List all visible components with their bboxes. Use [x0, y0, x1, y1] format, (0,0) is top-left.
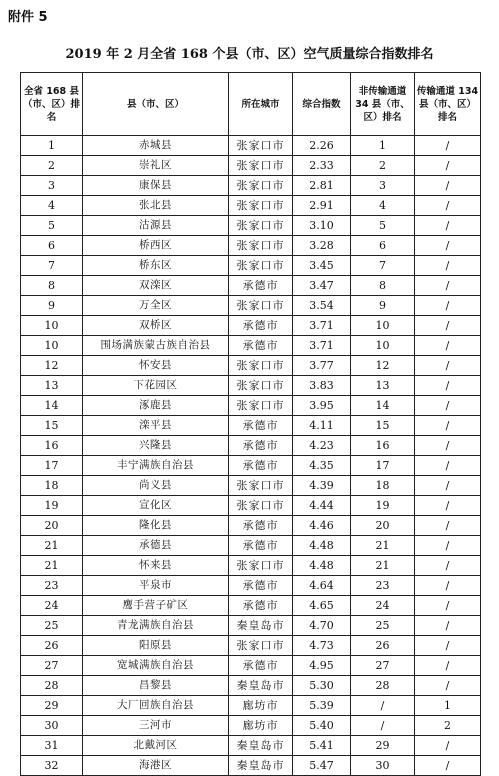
cell-rank: 23	[21, 576, 83, 596]
cell-rank: 4	[21, 196, 83, 216]
cell-non-transport-rank: /	[351, 716, 415, 736]
header-transport-rank: 传输通道 134 县（市、区）排名	[415, 73, 481, 136]
cell-city: 廊坊市	[229, 716, 293, 736]
cell-index: 2.81	[293, 176, 351, 196]
table-row	[21, 476, 481, 496]
cell-non-transport-rank: 12	[351, 356, 415, 376]
cell-city: 秦皇岛市	[229, 736, 293, 756]
table-header-row	[21, 73, 481, 136]
table-row	[21, 216, 481, 236]
cell-county: 沽源县	[83, 216, 229, 236]
cell-index: 4.70	[293, 616, 351, 636]
cell-transport-rank: /	[415, 476, 481, 496]
cell-non-transport-rank: 28	[351, 676, 415, 696]
cell-transport-rank: /	[415, 676, 481, 696]
cell-county: 丰宁满族自治县	[83, 456, 229, 476]
cell-rank: 19	[21, 496, 83, 516]
cell-city: 张家口市	[229, 156, 293, 176]
cell-transport-rank: /	[415, 236, 481, 256]
cell-non-transport-rank: /	[351, 696, 415, 716]
cell-city: 承德市	[229, 536, 293, 556]
cell-county: 尚义县	[83, 476, 229, 496]
cell-non-transport-rank: 26	[351, 636, 415, 656]
cell-non-transport-rank: 6	[351, 236, 415, 256]
table-row	[21, 516, 481, 536]
cell-county: 隆化县	[83, 516, 229, 536]
cell-county: 桥西区	[83, 236, 229, 256]
cell-county: 张北县	[83, 196, 229, 216]
document-title: 2019 年 2 月全省 168 个县（市、区）空气质量综合指数排名	[65, 47, 434, 62]
cell-county: 宣化区	[83, 496, 229, 516]
cell-transport-rank: /	[415, 656, 481, 676]
cell-county: 阳原县	[83, 636, 229, 656]
cell-non-transport-rank: 23	[351, 576, 415, 596]
cell-rank: 6	[21, 236, 83, 256]
cell-transport-rank: /	[415, 456, 481, 476]
cell-transport-rank: /	[415, 356, 481, 376]
table-row	[21, 676, 481, 696]
cell-rank: 21	[21, 536, 83, 556]
cell-city: 承德市	[229, 456, 293, 476]
cell-rank: 29	[21, 696, 83, 716]
cell-index: 5.40	[293, 716, 351, 736]
cell-city: 廊坊市	[229, 696, 293, 716]
cell-transport-rank: /	[415, 376, 481, 396]
table-row	[21, 436, 481, 456]
cell-county: 双桥区	[83, 316, 229, 336]
table-row	[21, 716, 481, 736]
cell-non-transport-rank: 20	[351, 516, 415, 536]
cell-city: 秦皇岛市	[229, 756, 293, 776]
cell-rank: 10	[21, 336, 83, 356]
cell-county: 北戴河区	[83, 736, 229, 756]
cell-transport-rank: /	[415, 176, 481, 196]
cell-index: 4.44	[293, 496, 351, 516]
cell-county: 围场满族蒙古族自治县	[83, 336, 229, 356]
table-row	[21, 196, 481, 216]
cell-index: 4.11	[293, 416, 351, 436]
cell-non-transport-rank: 14	[351, 396, 415, 416]
cell-transport-rank: /	[415, 336, 481, 356]
cell-county: 康保县	[83, 176, 229, 196]
cell-city: 张家口市	[229, 236, 293, 256]
cell-transport-rank: /	[415, 516, 481, 536]
table-row	[21, 296, 481, 316]
cell-city: 张家口市	[229, 176, 293, 196]
cell-county: 怀来县	[83, 556, 229, 576]
table-row	[21, 236, 481, 256]
cell-city: 承德市	[229, 596, 293, 616]
cell-rank: 8	[21, 276, 83, 296]
cell-rank: 26	[21, 636, 83, 656]
cell-transport-rank: /	[415, 616, 481, 636]
cell-index: 4.35	[293, 456, 351, 476]
cell-non-transport-rank: 17	[351, 456, 415, 476]
cell-index: 4.95	[293, 656, 351, 676]
cell-transport-rank: /	[415, 416, 481, 436]
cell-index: 4.64	[293, 576, 351, 596]
cell-rank: 27	[21, 656, 83, 676]
cell-city: 承德市	[229, 416, 293, 436]
table-row	[21, 536, 481, 556]
cell-city: 张家口市	[229, 376, 293, 396]
cell-city: 张家口市	[229, 196, 293, 216]
cell-rank: 30	[21, 716, 83, 736]
cell-county: 下花园区	[83, 376, 229, 396]
cell-county: 鹰手营子矿区	[83, 596, 229, 616]
cell-index: 4.65	[293, 596, 351, 616]
header-city: 所在城市	[229, 73, 293, 136]
table-row	[21, 616, 481, 636]
cell-index: 4.48	[293, 556, 351, 576]
cell-index: 4.46	[293, 516, 351, 536]
cell-city: 承德市	[229, 576, 293, 596]
table-row	[21, 736, 481, 756]
cell-rank: 1	[21, 136, 83, 156]
cell-transport-rank: /	[415, 196, 481, 216]
cell-index: 2.26	[293, 136, 351, 156]
cell-city: 承德市	[229, 316, 293, 336]
table-row	[21, 556, 481, 576]
cell-county: 兴隆县	[83, 436, 229, 456]
header-province-rank: 全省 168 县（市、区）排名	[21, 73, 83, 136]
table-row	[21, 376, 481, 396]
cell-non-transport-rank: 15	[351, 416, 415, 436]
header-non-transport-rank: 非传输通道 34 县（市、区）排名	[351, 73, 415, 136]
cell-county: 双滦区	[83, 276, 229, 296]
cell-county: 崇礼区	[83, 156, 229, 176]
cell-rank: 9	[21, 296, 83, 316]
cell-non-transport-rank: 7	[351, 256, 415, 276]
cell-rank: 13	[21, 376, 83, 396]
cell-non-transport-rank: 2	[351, 156, 415, 176]
cell-city: 秦皇岛市	[229, 616, 293, 636]
cell-index: 5.30	[293, 676, 351, 696]
cell-county: 昌黎县	[83, 676, 229, 696]
cell-transport-rank: /	[415, 156, 481, 176]
cell-index: 3.28	[293, 236, 351, 256]
cell-rank: 24	[21, 596, 83, 616]
table-row	[21, 576, 481, 596]
cell-non-transport-rank: 8	[351, 276, 415, 296]
cell-index: 3.45	[293, 256, 351, 276]
cell-rank: 32	[21, 756, 83, 776]
cell-non-transport-rank: 5	[351, 216, 415, 236]
cell-county: 万全区	[83, 296, 229, 316]
cell-rank: 7	[21, 256, 83, 276]
cell-transport-rank: /	[415, 756, 481, 776]
table-body	[21, 136, 481, 776]
ranking-table	[20, 72, 481, 776]
cell-county: 宽城满族自治县	[83, 656, 229, 676]
cell-transport-rank: /	[415, 396, 481, 416]
cell-non-transport-rank: 21	[351, 536, 415, 556]
cell-non-transport-rank: 10	[351, 316, 415, 336]
cell-transport-rank: /	[415, 436, 481, 456]
cell-index: 5.41	[293, 736, 351, 756]
cell-transport-rank: /	[415, 496, 481, 516]
table-row	[21, 756, 481, 776]
cell-transport-rank: 2	[415, 716, 481, 736]
header-county: 县（市、区）	[83, 73, 229, 136]
cell-index: 2.91	[293, 196, 351, 216]
cell-rank: 31	[21, 736, 83, 756]
cell-non-transport-rank: 25	[351, 616, 415, 636]
cell-rank: 20	[21, 516, 83, 536]
cell-non-transport-rank: 10	[351, 336, 415, 356]
table-row	[21, 136, 481, 156]
cell-city: 张家口市	[229, 476, 293, 496]
cell-county: 平泉市	[83, 576, 229, 596]
table-row	[21, 256, 481, 276]
cell-transport-rank: /	[415, 636, 481, 656]
cell-non-transport-rank: 18	[351, 476, 415, 496]
table-row	[21, 656, 481, 676]
cell-transport-rank: /	[415, 736, 481, 756]
cell-transport-rank: /	[415, 256, 481, 276]
cell-transport-rank: /	[415, 276, 481, 296]
cell-non-transport-rank: 30	[351, 756, 415, 776]
cell-rank: 17	[21, 456, 83, 476]
cell-city: 承德市	[229, 516, 293, 536]
cell-index: 5.39	[293, 696, 351, 716]
cell-rank: 3	[21, 176, 83, 196]
cell-transport-rank: /	[415, 576, 481, 596]
table-row	[21, 316, 481, 336]
cell-non-transport-rank: 9	[351, 296, 415, 316]
cell-index: 3.95	[293, 396, 351, 416]
cell-county: 海港区	[83, 756, 229, 776]
cell-rank: 28	[21, 676, 83, 696]
cell-transport-rank: /	[415, 536, 481, 556]
cell-non-transport-rank: 27	[351, 656, 415, 676]
cell-city: 张家口市	[229, 496, 293, 516]
attachment-label: 附件 5	[8, 10, 48, 25]
cell-city: 承德市	[229, 276, 293, 296]
cell-non-transport-rank: 21	[351, 556, 415, 576]
cell-non-transport-rank: 19	[351, 496, 415, 516]
header-index: 综合指数	[293, 73, 351, 136]
cell-rank: 15	[21, 416, 83, 436]
cell-index: 3.71	[293, 316, 351, 336]
cell-county: 桥东区	[83, 256, 229, 276]
cell-county: 赤城县	[83, 136, 229, 156]
cell-transport-rank: /	[415, 316, 481, 336]
table-row	[21, 396, 481, 416]
cell-rank: 10	[21, 316, 83, 336]
table-row	[21, 696, 481, 716]
cell-rank: 18	[21, 476, 83, 496]
cell-county: 涿鹿县	[83, 396, 229, 416]
cell-city: 秦皇岛市	[229, 676, 293, 696]
cell-transport-rank: /	[415, 596, 481, 616]
cell-index: 4.48	[293, 536, 351, 556]
cell-city: 承德市	[229, 336, 293, 356]
table-row	[21, 416, 481, 436]
cell-index: 4.23	[293, 436, 351, 456]
cell-index: 3.83	[293, 376, 351, 396]
cell-index: 3.54	[293, 296, 351, 316]
cell-index: 4.39	[293, 476, 351, 496]
cell-index: 3.77	[293, 356, 351, 376]
cell-rank: 12	[21, 356, 83, 376]
cell-city: 承德市	[229, 656, 293, 676]
cell-rank: 14	[21, 396, 83, 416]
cell-index: 5.47	[293, 756, 351, 776]
cell-city: 张家口市	[229, 296, 293, 316]
table-row	[21, 636, 481, 656]
table-row	[21, 496, 481, 516]
cell-county: 滦平县	[83, 416, 229, 436]
cell-transport-rank: /	[415, 556, 481, 576]
cell-transport-rank: /	[415, 136, 481, 156]
cell-city: 张家口市	[229, 216, 293, 236]
table-row	[21, 456, 481, 476]
cell-city: 承德市	[229, 436, 293, 456]
cell-index: 3.71	[293, 336, 351, 356]
cell-transport-rank: /	[415, 296, 481, 316]
table-row	[21, 356, 481, 376]
cell-city: 张家口市	[229, 256, 293, 276]
table-row	[21, 596, 481, 616]
cell-county: 大厂回族自治县	[83, 696, 229, 716]
cell-non-transport-rank: 4	[351, 196, 415, 216]
cell-non-transport-rank: 16	[351, 436, 415, 456]
cell-city: 张家口市	[229, 636, 293, 656]
cell-rank: 21	[21, 556, 83, 576]
cell-index: 2.33	[293, 156, 351, 176]
cell-rank: 5	[21, 216, 83, 236]
cell-non-transport-rank: 13	[351, 376, 415, 396]
cell-non-transport-rank: 1	[351, 136, 415, 156]
cell-county: 三河市	[83, 716, 229, 736]
cell-county: 青龙满族自治县	[83, 616, 229, 636]
table-row	[21, 176, 481, 196]
cell-city: 张家口市	[229, 556, 293, 576]
cell-city: 张家口市	[229, 356, 293, 376]
table-row	[21, 336, 481, 356]
cell-rank: 2	[21, 156, 83, 176]
cell-transport-rank: /	[415, 216, 481, 236]
cell-county: 怀安县	[83, 356, 229, 376]
cell-index: 3.10	[293, 216, 351, 236]
cell-non-transport-rank: 3	[351, 176, 415, 196]
cell-index: 3.47	[293, 276, 351, 296]
cell-index: 4.73	[293, 636, 351, 656]
table-row	[21, 276, 481, 296]
cell-rank: 16	[21, 436, 83, 456]
cell-non-transport-rank: 24	[351, 596, 415, 616]
cell-transport-rank: 1	[415, 696, 481, 716]
cell-non-transport-rank: 29	[351, 736, 415, 756]
table-row	[21, 156, 481, 176]
cell-city: 张家口市	[229, 136, 293, 156]
cell-rank: 25	[21, 616, 83, 636]
cell-city: 张家口市	[229, 396, 293, 416]
cell-county: 承德县	[83, 536, 229, 556]
